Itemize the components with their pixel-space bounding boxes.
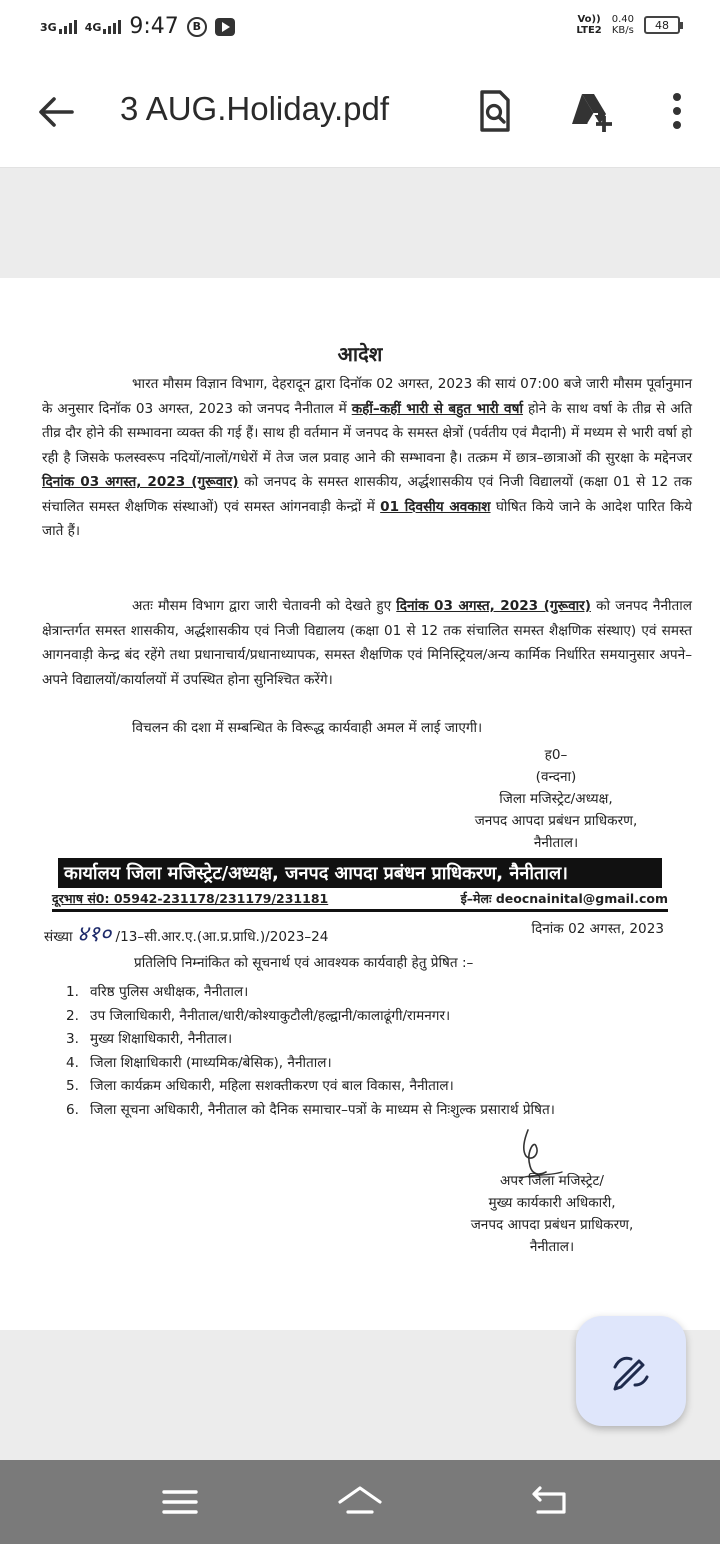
email-address: ई–मेलः deocnainital@gmail.com: [460, 891, 668, 906]
order-paragraph-1: [42, 372, 692, 544]
list-text: वरिष्ठ पुलिस अधीक्षक, नैनीताल।: [90, 984, 249, 1000]
file-title: 3 AUG.Holiday.pdf: [120, 90, 390, 127]
sign1-line: (वन्दना): [535, 769, 577, 785]
volte-bottom: LTE2: [576, 25, 602, 36]
copy-list: [66, 981, 696, 1122]
list-item: [66, 1099, 696, 1123]
status-bar: [0, 0, 720, 58]
order-heading: आदेश: [337, 342, 383, 366]
sign2-line: नैनीताल।: [529, 1239, 575, 1255]
para3-text: विचलन की दशा में सम्बन्धित के विरूद्ध कार्यवाही अमल में लाई जाएगी।: [132, 720, 483, 736]
signal-sim1-icon: [40, 20, 77, 34]
pdf-page: [0, 278, 720, 1330]
ref-suffix: /13–सी.आर.ए.(आ.प्र.प्राधि.)/2023–24: [115, 929, 329, 945]
network-type-1: 3G: [40, 20, 57, 34]
list-item: [66, 981, 696, 1005]
para1-text-c: होने के साथ वर्षा के तीव्र से अति तीव्र दौर होने की सम्भावना व्यक्त की गई हैं। साथ ही वर्तमान में जनपद के समस्त क्षेत्रों (पर्वतीय एवं मैदानी) में मध्यम से भारी वर्षा हो रही है जिसके फलस्वरूप नदियों/नालों/गधेरों में तेज जल प्रवाह आने की सम्भावना है। तत्क्रम में छात्र–छात्राओं की सुरक्षा के मद्देनजर: [42, 400, 692, 466]
ref-handwritten-number: ४१०: [76, 922, 112, 947]
list-number: 4.: [66, 1054, 79, 1071]
list-item: [66, 1075, 696, 1099]
back-arrow-icon[interactable]: [36, 92, 76, 132]
sign2-line: अपर जिला मजिस्ट्रेट/: [500, 1173, 604, 1189]
copy-intro: प्रतिलिपि निम्नांकित को सूचनार्थ एवं आवश्यक कार्यवाही हेतु प्रेषित :–: [134, 955, 474, 971]
para1-text-a: भारत मौसम विज्ञान विभाग, देहरादून द्वारा दिनॉक 02 अगस्त, 2023 की सायं 07:00 बजे जारी मौसम पूर्वानुमान के अनुसार दिनॉक 03 अगस्त, 2023 को जनपद नैनीताल में: [42, 376, 692, 417]
reference-date: दिनांक 02 अगस्त, 2023: [531, 921, 664, 937]
ref-prefix: संख्या: [44, 929, 73, 945]
drive-add-icon[interactable]: [568, 88, 614, 134]
list-text: उप जिलाधिकारी, नैनीताल/धारी/कोश्याकुटौली/हल्द्वानी/कालाढूंगी/रामनगर।: [90, 1007, 451, 1024]
more-vert-icon[interactable]: [654, 88, 700, 134]
para1-text-g: घोषित किये जाने के आदेश पारित किये जाते हैं।: [42, 498, 692, 539]
list-number: 3.: [66, 1031, 79, 1047]
para2-text-c: को जनपद नैनीताल क्षेत्रान्तर्गत समस्त शासकीय, अर्द्धशासकीय एवं निजी विद्यालय (कक्षा 01 से 12 तक संचालित समस्त शैक्षणिक संस्थाए) एवं समस्त आगनवाड़ी केन्द्र बंद रहेंगे तथा प्रधानाचार्य/प्रधानाध्यापक, समस्त शैक्षणिक एवं मिनिस्ट्रियल/अन्य कार्मिक निर्धारित समयानुसार अपने–अपने विद्यालयों/कार्यालयों में उपस्थित होना सुनिश्चित करेंगे।: [42, 598, 692, 688]
clock: 9:47: [129, 14, 179, 39]
adm-signature-block: [432, 1170, 672, 1258]
list-item: [66, 1005, 696, 1029]
para1-text-e: को जनपद के समस्त शासकीय, अर्द्धशासकीय एवं निजी विद्यालयों (कक्षा 01 से 12 तक संचालित समस्त शैक्षणिक संस्थाओं) एवं समस्त आंगनवाड़ी केन्द्रों में: [42, 474, 692, 515]
list-item: [66, 1028, 696, 1052]
network-type-2: 4G: [84, 20, 102, 34]
edit-pen-icon: [609, 1349, 653, 1393]
dm-signature-block: [436, 744, 676, 854]
office-banner: कार्यालय जिला मजिस्ट्रेट/अध्यक्ष, जनपद आपदा प्रबंधन प्राधिकरण, नैनीताल।: [58, 858, 662, 888]
volte-indicator: [576, 14, 601, 36]
list-number: 1.: [66, 984, 79, 1000]
list-item: [66, 1052, 696, 1076]
list-text: जिला कार्यक्रम अधिकारी, महिला सशक्तीकरण एवं बाल विकास, नैनीताल।: [90, 1078, 454, 1094]
list-text: जिला शिक्षाधिकारी (माध्यमिक/बेसिक), नैनीताल।: [90, 1054, 332, 1071]
youtube-notification-icon: [215, 18, 235, 36]
para2-text-a: अतः मौसम विभाग द्वारा जारी चेतावनी को देखते हुए: [132, 598, 397, 614]
list-number: 6.: [66, 1101, 79, 1118]
list-number: 2.: [66, 1007, 79, 1024]
order-paragraph-2: [42, 594, 692, 692]
reference-number: [44, 918, 328, 948]
reference-line: [44, 918, 664, 948]
list-text: मुख्य शिक्षाधिकारी, नैनीताल।: [90, 1031, 233, 1047]
sign1-line: ह0–: [544, 747, 568, 763]
volte-top: Vo)): [577, 14, 601, 25]
sign1-line: नैनीताल।: [533, 835, 579, 851]
page-gap: [0, 168, 720, 278]
search-document-icon[interactable]: [472, 88, 518, 134]
sign1-line: जिला मजिस्ट्रेट/अध्यक्ष,: [499, 791, 613, 807]
para1-highlight-rain: कहीं–कहीं भारी से बहुत भारी वर्षा: [351, 400, 523, 417]
signal-sim2-icon: [85, 20, 122, 34]
home-icon[interactable]: [336, 1480, 384, 1524]
system-nav-bar: [0, 1460, 720, 1544]
list-text: जिला सूचना अधिकारी, नैनीताल को दैनिक समाचार–पत्रों के माध्यम से निःशुल्क प्रसारार्थ प्रेषित।: [90, 1101, 555, 1118]
app-toolbar: [0, 58, 720, 168]
para1-highlight-leave: 01 दिवसीय अवकाश: [380, 498, 491, 515]
contact-line: [52, 890, 668, 912]
list-number: 5.: [66, 1078, 79, 1094]
para2-highlight-date: दिनांक 03 अगस्त, 2023 (गुरूवार): [396, 598, 591, 614]
order-paragraph-3: [42, 716, 692, 741]
sign2-line: मुख्य कार्यकारी अधिकारी,: [488, 1195, 616, 1211]
sign2-line: जनपद आपदा प्रबंधन प्राधिकरण,: [470, 1217, 634, 1233]
phone-numbers: दूरभाष सं0: 05942-231178/231179/231181: [52, 891, 329, 906]
speed-value: 0.40: [611, 14, 634, 25]
b-notification-icon: B: [187, 17, 207, 37]
para1-highlight-date: दिनांक 03 अगस्त, 2023 (गुरूवार): [42, 474, 239, 490]
network-speed: [612, 14, 634, 36]
back-icon[interactable]: [526, 1480, 574, 1524]
battery-icon: 48: [644, 16, 680, 34]
speed-unit: KB/s: [611, 25, 634, 36]
menu-icon[interactable]: [156, 1480, 204, 1524]
edit-fab-button[interactable]: [576, 1316, 686, 1426]
sign1-line: जनपद आपदा प्रबंधन प्राधिकरण,: [474, 813, 638, 829]
